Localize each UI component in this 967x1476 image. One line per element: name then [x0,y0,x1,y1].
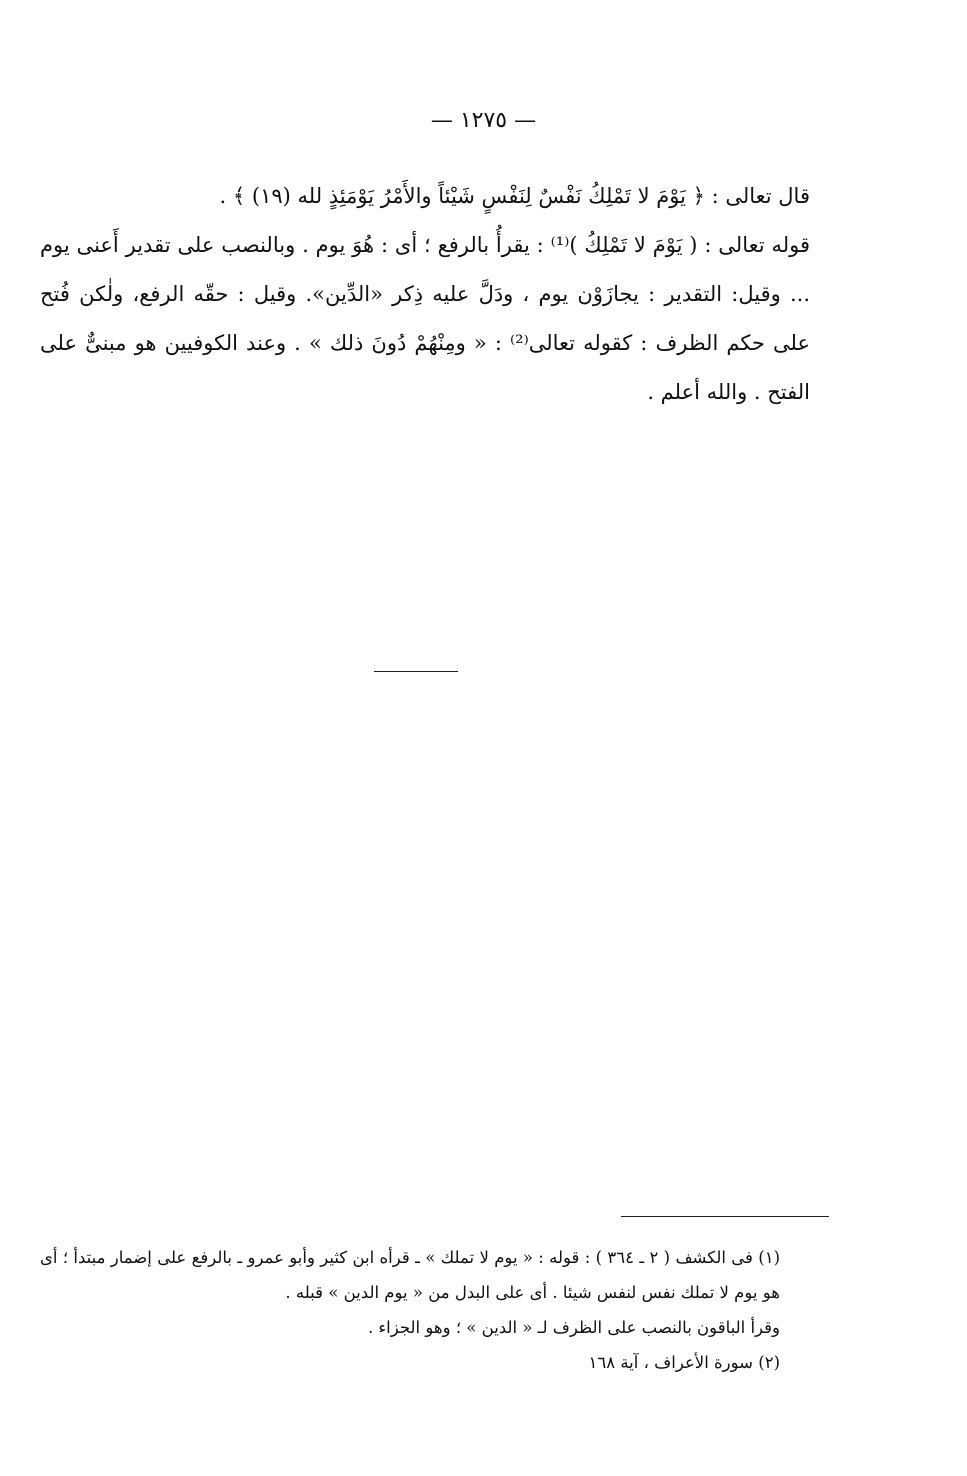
section-divider [374,671,458,672]
page-number: — ١٢٧٥ — [430,108,537,133]
footnotes [40,1240,828,1380]
footnote-2: (٢) سورة الأعراف ، آية ١٦٨ [588,1353,780,1372]
footnote-rule [621,1216,829,1217]
main-text [40,172,828,417]
verse-paragraph: قال تعالى : ﴿ يَوْمَ لا تَمْلِكُ نَفْسٌ لِنَفْسٍ شَيْئاً والأَمْرُ يَوْمَئِذٍ لله (١٩) ﴾ . [219,184,810,208]
footnote-1: (١) فى الكشف ( ٢ ـ ٣٦٤ ) : قوله : « يوم لا تملك » ـ قرأه ابن كثير وأبو عمرو ـ بالرفع على إضمار مبتدأ ؛ أى هو يوم لا تملك نفس لنفس شيئا . أى على البدل من « يوم الدين » قبله . [40,1248,780,1302]
commentary-paragraph: قوله تعالى : ( يَوْمَ لا تَمْلِكُ )⁽¹⁾ : يقرأُ بالرفع ؛ أى : هُوَ يوم . وبالنصب على تقدير أَعنى يوم ... وقيل: التقدير : يجازَوْن يوم ، ودَلَّ عليه ذِكر «الدِّين». وقيل : حقّه الرفع، ولٰكن فُتح على حكم الظرف : كقوله تعالى⁽²⁾ : « ومِنْهُمْ دُونَ ذلك » . وعند الكوفيين هو مبنىٌّ على الفتح . والله أعلم . [40,233,810,404]
footnote-1-continuation: وقرأ الباقون بالنصب على الظرف لـ « الدين » ؛ وهو الجزاء . [367,1318,780,1337]
